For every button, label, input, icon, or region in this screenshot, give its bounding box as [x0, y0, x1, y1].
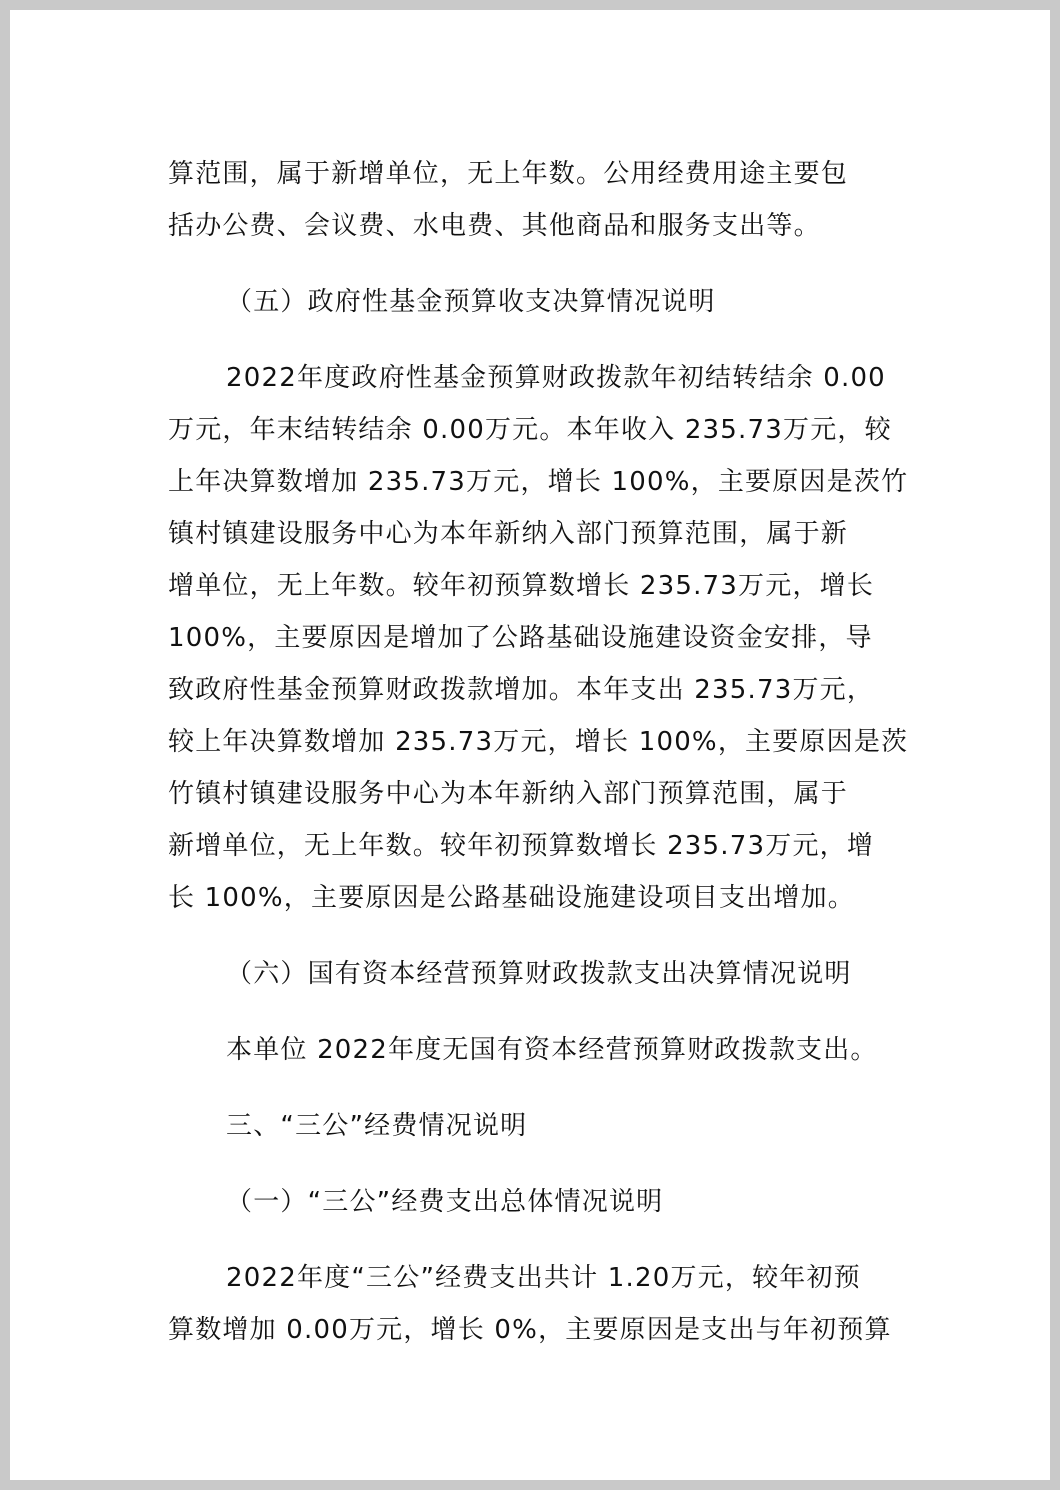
- document-page: [10, 10, 1050, 1480]
- chapter-heading-3: 三、“三公”经费情况说明: [226, 1111, 528, 1141]
- paragraph-line: 增单位，无上年数。较年初预算数增长 235.73万元，增长: [168, 571, 875, 601]
- paragraph-line: 较上年决算数增加 235.73万元，增长 100%，主要原因是茨: [168, 727, 909, 757]
- paragraph-line: 本单位 2022年度无国有资本经营预算财政拨款支出。: [226, 1035, 878, 1065]
- paragraph-line: 100%，主要原因是增加了公路基础设施建设资金安排，导: [168, 623, 873, 653]
- paragraph-line: 长 100%，主要原因是公路基础设施建设项目支出增加。: [168, 883, 855, 913]
- paragraph-line: 镇村镇建设服务中心为本年新纳入部门预算范围，属于新: [168, 519, 849, 549]
- paragraph-line: 万元，年末结转结余 0.00万元。本年收入 235.73万元，较: [168, 415, 892, 445]
- paragraph-line: 括办公费、会议费、水电费、其他商品和服务支出等。: [168, 211, 821, 241]
- paragraph-line: 新增单位，无上年数。较年初预算数增长 235.73万元，增: [168, 831, 875, 861]
- section-heading-6: （六）国有资本经营预算财政拨款支出决算情况说明: [226, 959, 852, 989]
- section-heading-5: （五）政府性基金预算收支决算情况说明: [226, 287, 716, 317]
- paragraph-line: 算范围，属于新增单位，无上年数。公用经费用途主要包: [168, 159, 849, 189]
- document-body: [168, 148, 909, 1356]
- paragraph-line: 2022年度“三公”经费支出共计 1.20万元，较年初预: [226, 1263, 861, 1293]
- paragraph-line: 竹镇村镇建设服务中心为本年新纳入部门预算范围，属于: [168, 779, 849, 809]
- paragraph-line: 算数增加 0.00万元，增长 0%，主要原因是支出与年初预算: [168, 1315, 892, 1345]
- paragraph-line: 2022年度政府性基金预算财政拨款年初结转结余 0.00: [226, 363, 886, 393]
- paragraph-line: 上年决算数增加 235.73万元，增长 100%，主要原因是茨竹: [168, 467, 909, 497]
- section-heading-3-1: （一）“三公”经费支出总体情况说明: [226, 1187, 664, 1217]
- paragraph-line: 致政府性基金预算财政拨款增加。本年支出 235.73万元，: [168, 675, 875, 705]
